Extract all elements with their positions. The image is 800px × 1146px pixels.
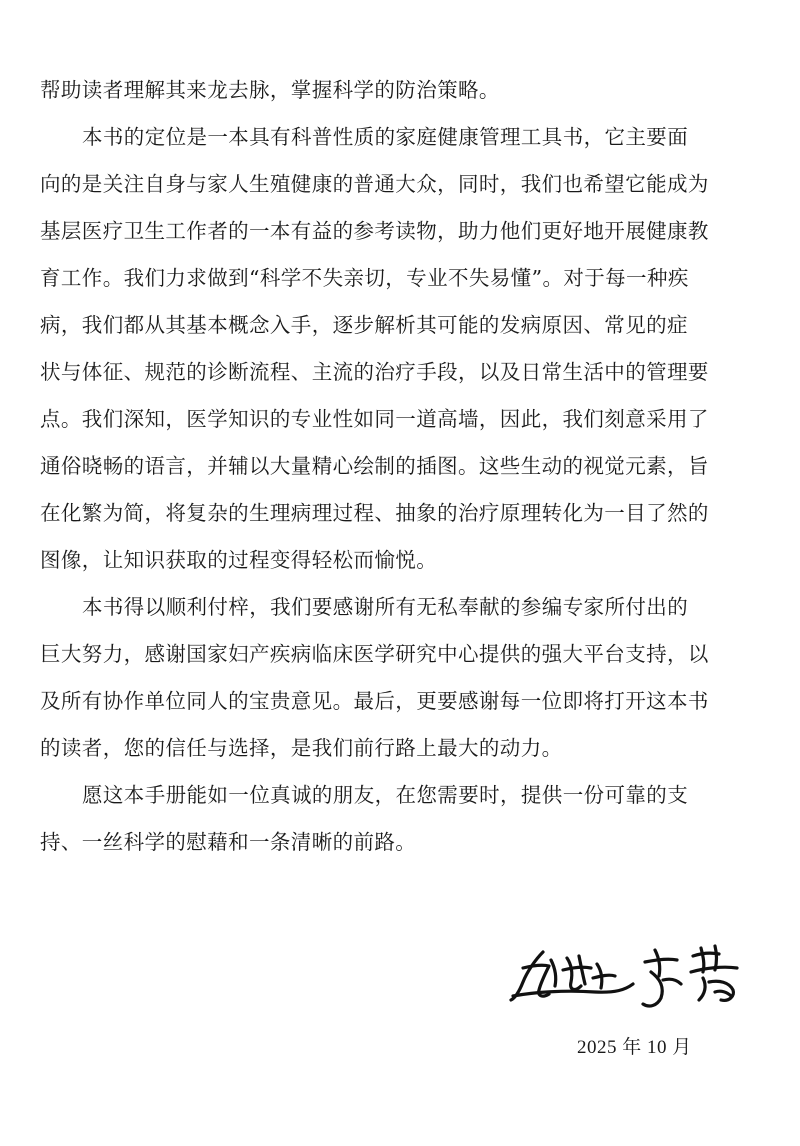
text-line: 通俗晓畅的语言，并辅以大量精心绘制的插图。这些生动的视觉元素，旨 xyxy=(40,454,709,478)
handwritten-signature xyxy=(505,938,765,1018)
text-line: 在化繁为简，将复杂的生理病理过程、抽象的治疗原理转化为一目了然的 xyxy=(40,501,709,525)
text-line: 的读者，您的信任与选择，是我们前行路上最大的动力。 xyxy=(40,736,563,760)
text-line: 持、一丝科学的慰藉和一条清晰的前路。 xyxy=(40,830,417,854)
text-line: 本书得以顺利付梓，我们要感谢所有无私奉献的参编专家所付出的 xyxy=(82,595,689,619)
text-line: 病，我们都从其基本概念入手，逐步解析其可能的发病原因、常见的症 xyxy=(40,313,688,337)
text-line: 图像，让知识获取的过程变得轻松而愉悦。 xyxy=(40,548,438,572)
text-line: 育工作。我们力求做到“科学不失亲切，专业不失易懂”。对于每一种疾 xyxy=(40,266,689,290)
text-line: 巨大努力，感谢国家妇产疾病临床医学研究中心提供的强大平台支持，以 xyxy=(40,642,709,666)
text-line: 点。我们深知，医学知识的专业性如同一道高墙，因此，我们刻意采用了 xyxy=(40,407,709,431)
text-line: 基层医疗卫生工作者的一本有益的参考读物，助力他们更好地开展健康教 xyxy=(40,219,709,243)
text-line: 状与体征、规范的诊断流程、主流的治疗手段，以及日常生活中的管理要 xyxy=(40,360,709,384)
date-line: 2025 年 10 月 xyxy=(577,1037,692,1058)
text-line: 及所有协作单位同人的宝贵意见。最后，更要感谢每一位即将打开这本书 xyxy=(40,689,709,713)
text-line: 本书的定位是一本具有科普性质的家庭健康管理工具书，它主要面 xyxy=(82,125,689,149)
text-line: 帮助读者理解其来龙去脉，掌握科学的防治策略。 xyxy=(40,78,500,102)
text-line: 愿这本手册能如一位真诚的朋友，在您需要时，提供一份可靠的支 xyxy=(82,783,689,807)
signature-drawing xyxy=(505,938,765,1018)
text-line: 向的是关注自身与家人生殖健康的普通大众，同时，我们也希望它能成为 xyxy=(40,172,709,196)
